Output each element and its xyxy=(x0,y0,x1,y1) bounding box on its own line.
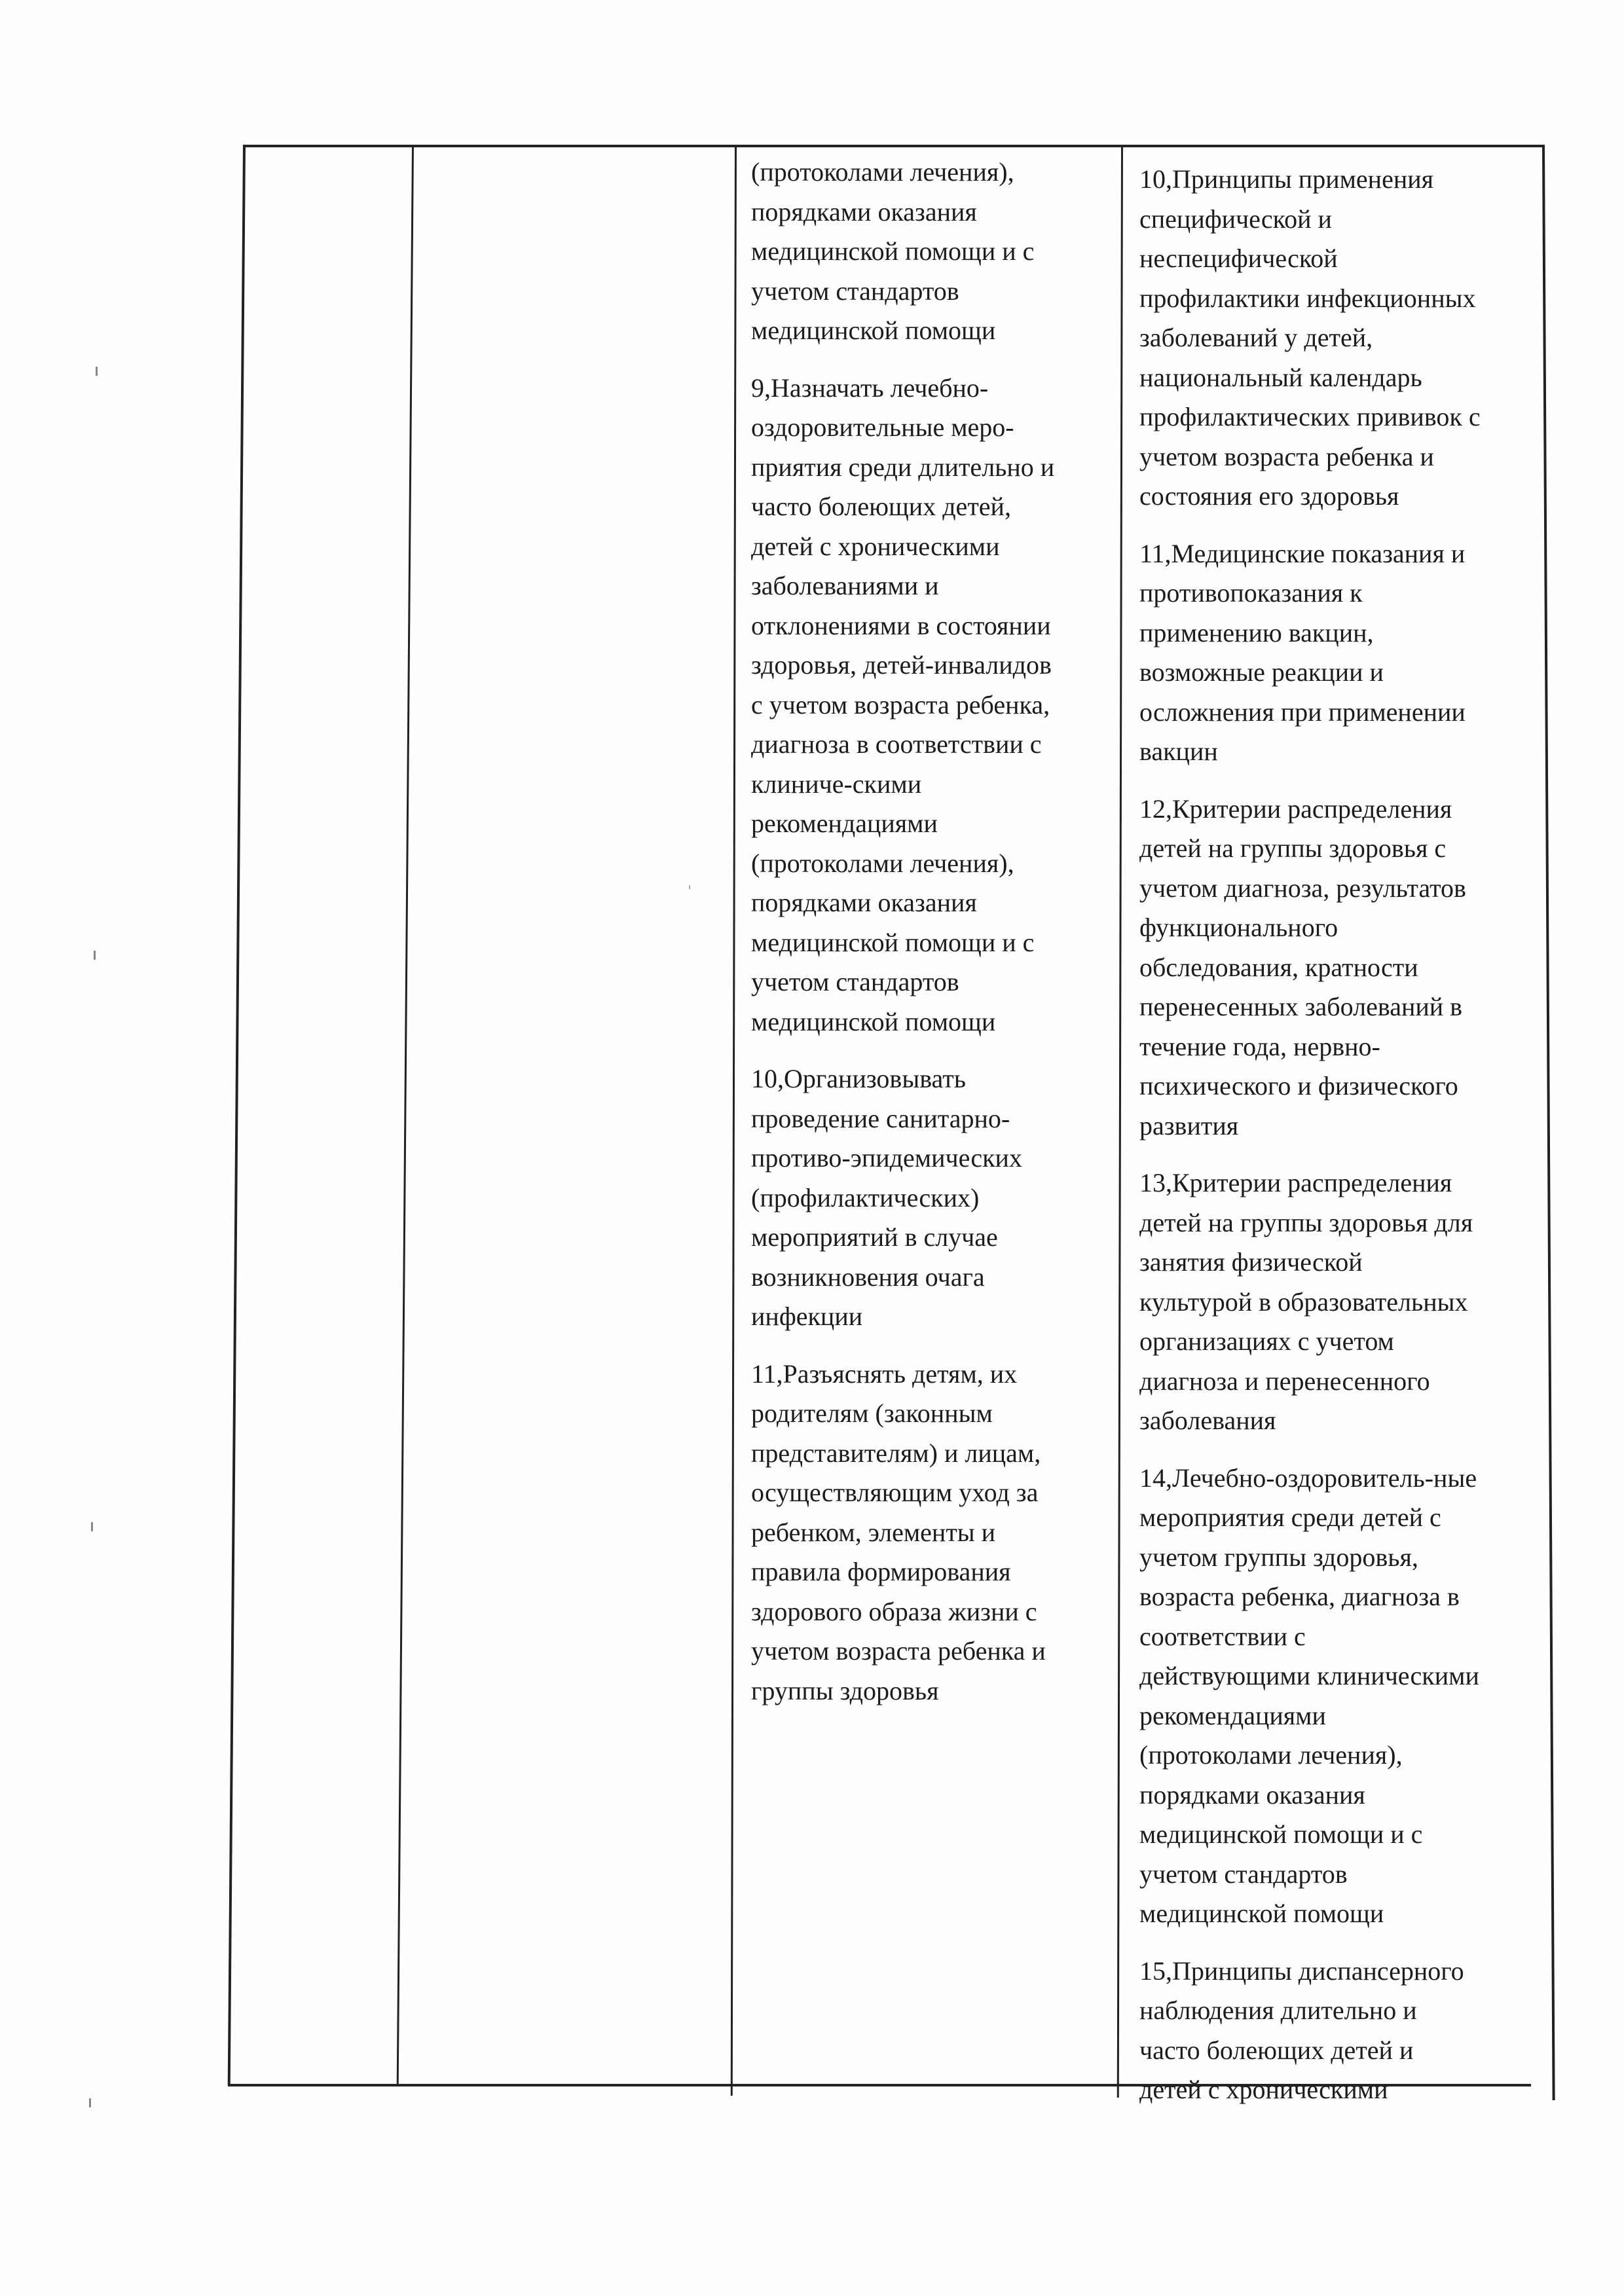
scan-mark-2 xyxy=(94,951,96,960)
table-top-border xyxy=(243,145,1545,147)
scan-mark-5 xyxy=(689,885,690,889)
scan-mark-1 xyxy=(96,367,98,376)
table-right-border xyxy=(1542,147,1555,2100)
skills-paragraph-10: 10,Организовывать проведение санитарно- противо-эпидемических (профилактических) мероприятий в случае возникновения очага инфекции xyxy=(751,1064,1022,1331)
competency-skills-cell xyxy=(751,153,1118,1728)
column-divider-2 xyxy=(731,145,737,2096)
column-divider-3 xyxy=(1117,147,1123,2098)
table-left-border xyxy=(228,145,246,2085)
skills-paragraph-9: 9,Назначать лечебно- оздоровительные меро- приятия среди длительно и часто болеющих детей, детей с хроническими заболеваниями и отклонениями в состоянии здоровья, детей-инвалидов с учетом возраста ребенка, диагноза в соответствии с клиниче-скими рекомендациями (протоколами лечения), порядками оказания медицинской помощи и с учетом стандартов медицинской помощи xyxy=(751,373,1055,1036)
knowledge-paragraph-11: 11,Медицинские показания и противопоказания к применению вакцин, возможные реакции и осложнения при применении вакцин xyxy=(1139,538,1466,766)
competency-knowledge-cell xyxy=(1139,160,1539,2128)
skills-paragraph-11: 11,Разъяснять детям, их родителям (законным представителям) и лицам, осуществляющим уход за ребенком, элементы и правила формирования здорового образа жизни с учетом возраста ребенка и группы здоровья xyxy=(751,1358,1046,1705)
skills-paragraph-8-continued: (протоколами лечения), порядками оказания медицинской помощи и с учетом стандартов медицинской помощи xyxy=(751,157,1035,345)
knowledge-paragraph-15: 15,Принципы диспансерного наблюдения длительно и часто болеющих детей и детей с хроническими xyxy=(1139,1956,1464,2104)
knowledge-paragraph-14: 14,Лечебно-оздоровитель-ные мероприятия среди детей с учетом группы здоровья, возраста ребенка, диагноза в соответствии с действующими клиническими рекомендациями (протоколами лечения), порядками оказания медицинской помощи и с учетом стандартов медицинской помощи xyxy=(1139,1463,1479,1928)
knowledge-paragraph-13: 13,Критерии распределения детей на группы здоровья для занятия физической культурой в образовательных организациях с учетом диагноза и перенесенного заболевания xyxy=(1139,1168,1473,1435)
scan-mark-3 xyxy=(91,1522,93,1531)
scan-mark-4 xyxy=(89,2098,91,2107)
knowledge-paragraph-12: 12,Критерии распределения детей на группы здоровья с учетом диагноза, результатов функционального обследования, кратности перенесенных заболеваний в течение года, нервно- психического и физического развития xyxy=(1139,793,1466,1140)
column-divider-1 xyxy=(397,145,414,2086)
knowledge-paragraph-10: 10,Принципы применения специфической и неспецифической профилактики инфекционных заболеваний у детей, национальный календарь профилактических прививок с учетом возраста ребенка и состояния его здоровья xyxy=(1139,164,1481,511)
